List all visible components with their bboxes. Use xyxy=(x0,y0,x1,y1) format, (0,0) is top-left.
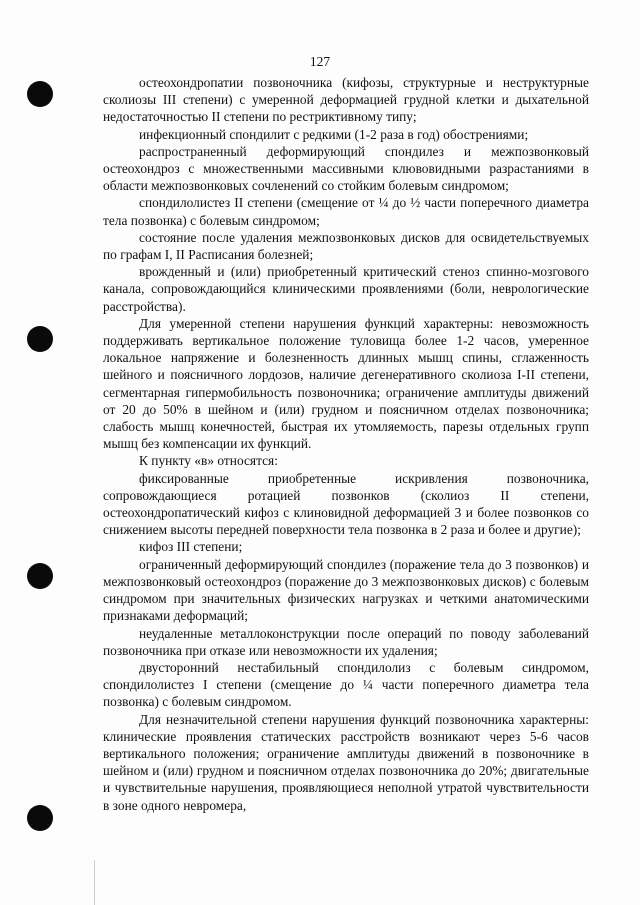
paragraph: Для умеренной степени нарушения функций характерны: невозможность поддерживать вертикальное положение туловища более 1-2 часов, умеренное локальное напряжение и болезненность длинных мышц спины, сглаженность шейного и поясничного лордозов, наличие дегенеративного сколиоза I-II степени, сегментарная гипермобильность позвоночника; ограничение амплитуды движений от 20 до 50% в шейном и (или) грудном и поясничном отделах позвоночника; слабость мышц конечностей, быстрая их утомляемость, парезы отдельных групп мышц без компенсации их функций. xyxy=(103,315,589,452)
paragraph: состояние после удаления межпозвонковых дисков для освидетельствуемых по графам I, II Расписания болезней; xyxy=(103,229,589,263)
paragraph: неудаленные металлоконструкции после операций по поводу заболеваний позвоночника при отказе или невозможности их удаления; xyxy=(103,625,589,658)
paragraph: К пункту «в» относятся: xyxy=(139,453,278,469)
body-text xyxy=(103,74,589,814)
paragraph: двусторонний нестабильный спондилолиз с болевым синдромом, спондилолистез I степени (смещение до ¼ части поперечного диаметра тела позвонка) с болевым синдромом. xyxy=(103,659,589,710)
binder-hole xyxy=(27,81,53,107)
binder-hole xyxy=(27,326,53,352)
scan-edge-line xyxy=(94,860,95,905)
paragraph: кифоз III степени; xyxy=(139,539,243,555)
paragraph: врожденный и (или) приобретенный критический стеноз спинно-мозгового канала, сопровождающийся клиническими проявлениями (боли, неврологические расстройства). xyxy=(103,264,589,314)
binder-hole xyxy=(27,805,53,831)
paragraph: спондилолистез II степени (смещение от ¼ до ½ части поперечного диаметра тела позвонка) с болевым синдромом; xyxy=(103,195,589,228)
paragraph: Для незначительной степени нарушения функций позвоночника характерны: клинические проявления статических расстройств возникают через 5-6 часов вертикального положения; ограничение амплитуды движений в позвоночнике в шейном и (или) грудном и поясничном отделах позвоночника до 20%; двигательные и чувствительные нарушения, проявляющиеся неполной утратой чувствительности в зоне одного невромера, xyxy=(103,711,589,813)
paragraph: ограниченный деформирующий спондилез (поражение тела до 3 позвонков) и межпозвонковый остеохондроз (поражение до 3 межпозвонковых дисков) с болевым синдромом при значительных физических нагрузках и четкими анатомическими признаками деформаций; xyxy=(103,556,589,624)
paragraph: остеохондропатии позвоночника (кифозы, структурные и неструктурные сколиозы III степени) с умеренной деформацией грудной клетки и дыхательной недостаточностью II степени по рестриктивному типу; xyxy=(103,75,589,125)
paragraph: фиксированные приобретенные искривления позвоночника, сопровождающиеся ротацией позвонков (сколиоз II степени, остеохондропатический кифоз с клиновидной деформацией 3 и более позвонков со снижением высоты передней поверхности тела позвонка в 2 раза и более и другие); xyxy=(103,470,589,538)
binder-hole xyxy=(27,563,53,589)
paragraph: распространенный деформирующий спондилез и межпозвонковый остеохондроз с множественными массивными клювовидными разрастаниями в области межпозвонковых сочленений со стойким болевым синдромом; xyxy=(103,143,589,194)
page-number: 127 xyxy=(309,54,331,69)
paragraph: инфекционный спондилит с редкими (1-2 раза в год) обострениями; xyxy=(139,126,529,142)
